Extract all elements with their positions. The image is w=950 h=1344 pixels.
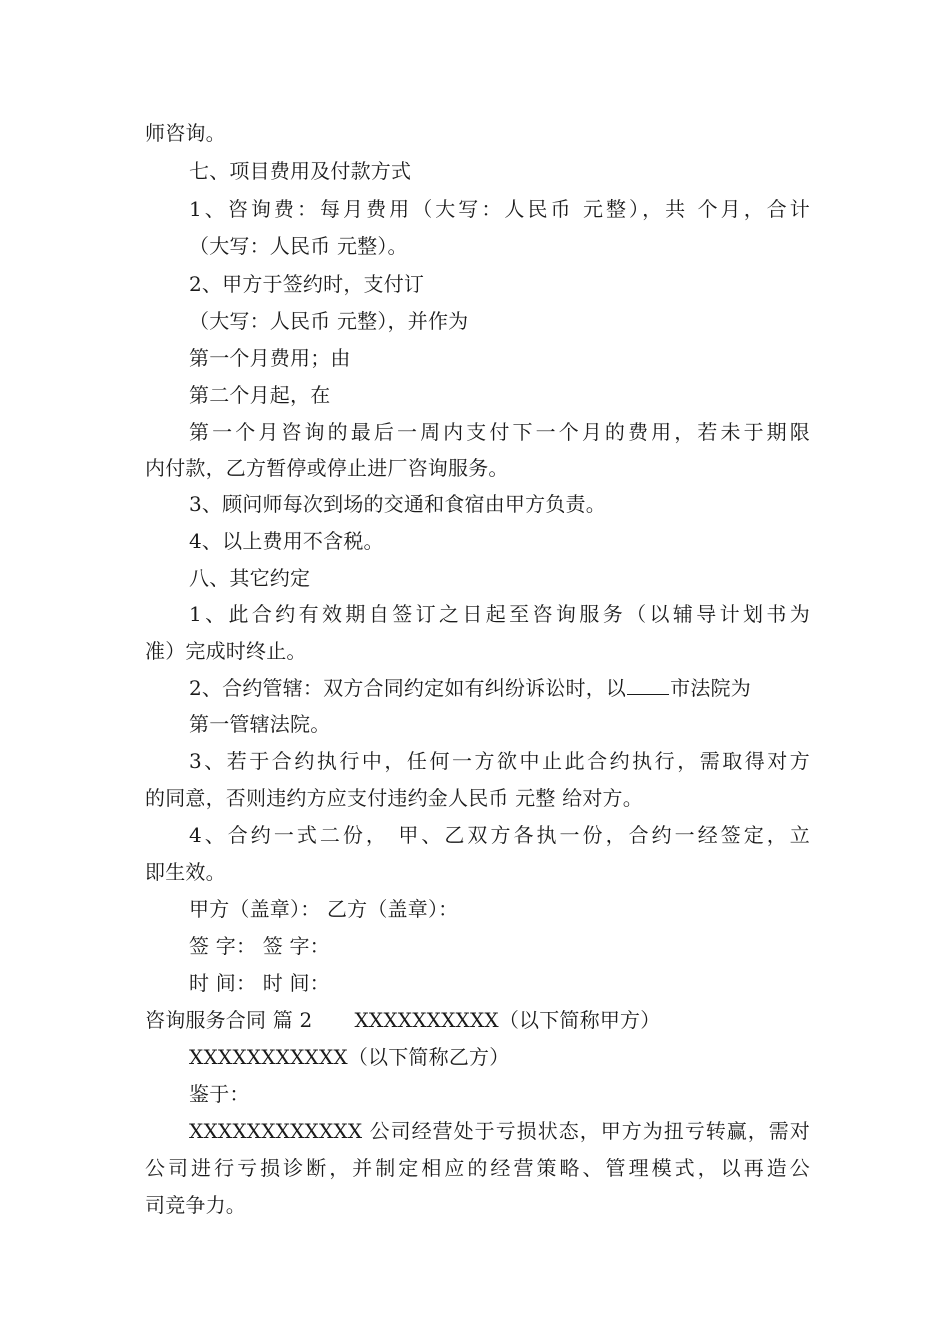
blank-underline [627,672,669,695]
signature-party-line: 甲方（盖章）： 乙方（盖章）： [189,897,459,921]
text-line: 鉴于： [189,1082,250,1106]
text-line: 内付款，乙方暂停或停止进厂咨询服务。 [145,456,509,480]
text-line: 即生效。 [145,860,226,884]
contract-title: 咨询服务合同 篇 2 [145,1008,313,1032]
text-line: （大写：人民币 元整）。 [189,234,408,258]
text-line: （大写：人民币 元整），并作为 [189,309,469,333]
text-fragment: 市法院为 [670,676,751,700]
text-line: 公司进行亏损诊断，并制定相应的经营策略、管理模式，以再造公 [145,1156,810,1180]
text-line-with-blank [189,670,810,706]
text-line: 第一管辖法院。 [189,712,331,736]
signature-sign-line: 签 字： 签 字： [189,934,330,958]
party-b-name: XXXXXXXXXXX（以下简称乙方） [189,1045,510,1069]
text-line: 司竞争力。 [145,1193,246,1217]
text-line: 3、顾问师每次到场的交通和食宿由甲方负责。 [189,492,606,516]
contract-title-line [145,1002,810,1038]
party-a-name: XXXXXXXXXX（以下简称甲方） [354,1008,661,1032]
text-line: 3、若于合约执行中，任何一方欲中止此合约执行，需取得对方 [189,749,810,773]
section-heading: 七、项目费用及付款方式 [189,159,412,183]
text-line: 1、此合约有效期自签订之日起至咨询服务（以辅导计划书为 [189,602,810,626]
text-line: 准）完成时终止。 [145,639,307,663]
text-line: 第一个月费用；由 [189,346,351,370]
text-line: 1、咨询费：每月费用（大写：人民币 元整），共 个月，合计 [189,197,810,221]
text-line: 2、甲方于签约时，支付订 [189,272,425,296]
text-line: 第二个月起，在 [189,383,331,407]
text-line: 4、以上费用不含税。 [189,529,384,553]
signature-date-line: 时 间： 时 间： [189,971,330,995]
text-line: 4、合约一式二份， 甲、乙双方各执一份，合约一经签定，立 [189,823,810,847]
text-line: 的同意，否则违约方应支付违约金人民币 元整 给对方。 [145,786,643,810]
text-line: 师咨询。 [145,121,226,145]
text-line: 第一个月咨询的最后一周内支付下一个月的费用，若未于期限 [189,420,810,444]
section-heading: 八、其它约定 [189,566,311,590]
text-line: XXXXXXXXXXXX 公司经营处于亏损状态，甲方为扭亏转赢，需对 [189,1119,810,1143]
text-fragment: 2、合约管辖：双方合同约定如有纠纷诉讼时，以 [189,676,627,700]
